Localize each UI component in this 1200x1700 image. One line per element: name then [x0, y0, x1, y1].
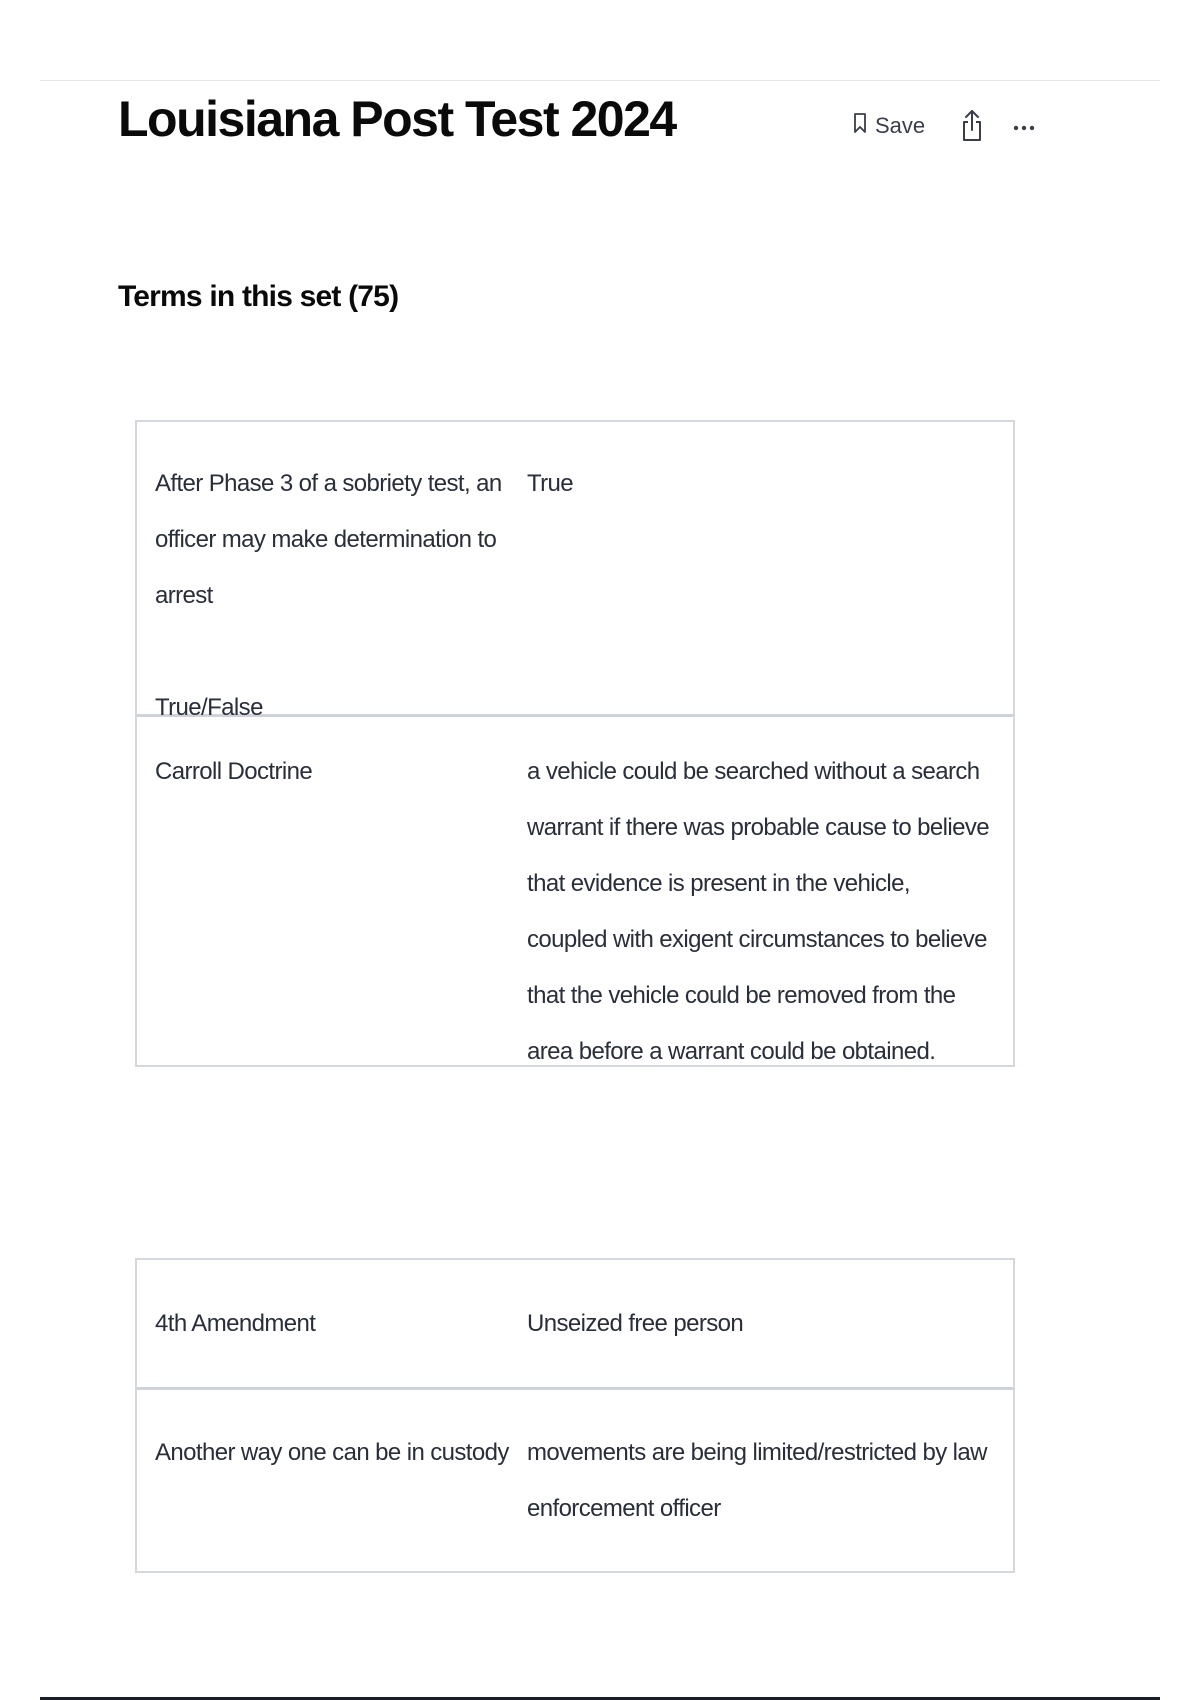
term-definition: Unseized free person	[527, 1310, 744, 1337]
term-word: Carroll Doctrine	[155, 758, 313, 785]
term-word: 4th Amendment	[155, 1310, 316, 1337]
term-row	[137, 422, 1013, 721]
term-word: Another way one can be in custody	[155, 1439, 509, 1466]
term-definition: True	[527, 470, 574, 497]
term-card	[135, 420, 1015, 1067]
more-options-button[interactable]	[1013, 119, 1035, 134]
bookmark-icon	[853, 112, 867, 140]
term-row	[137, 1387, 1013, 1571]
term-definition: a vehicle could be searched without a search warrant if there was probable cause to believe that evidence is present in the vehicle, coupled with exigent circumstances to believe that the vehicle could be removed from the area before a warrant could be obtained.	[527, 758, 990, 1065]
more-icon	[1013, 119, 1035, 134]
page-title: Louisiana Post Test 2024	[118, 91, 676, 147]
set-actions	[853, 108, 1035, 144]
share-button[interactable]	[961, 108, 983, 145]
term-definition: movements are being limited/restricted by law enforcement officer	[527, 1439, 987, 1522]
save-label: Save	[875, 113, 926, 138]
save-button[interactable]	[853, 112, 925, 140]
term-word: After Phase 3 of a sobriety test, an officer may make determination to arrest True/False	[155, 470, 502, 721]
share-icon	[961, 108, 983, 145]
term-card	[135, 1258, 1015, 1573]
header-divider	[40, 80, 1160, 81]
term-row	[137, 714, 1013, 1065]
terms-heading: Terms in this set (75)	[118, 280, 399, 313]
term-row	[137, 1260, 1013, 1387]
